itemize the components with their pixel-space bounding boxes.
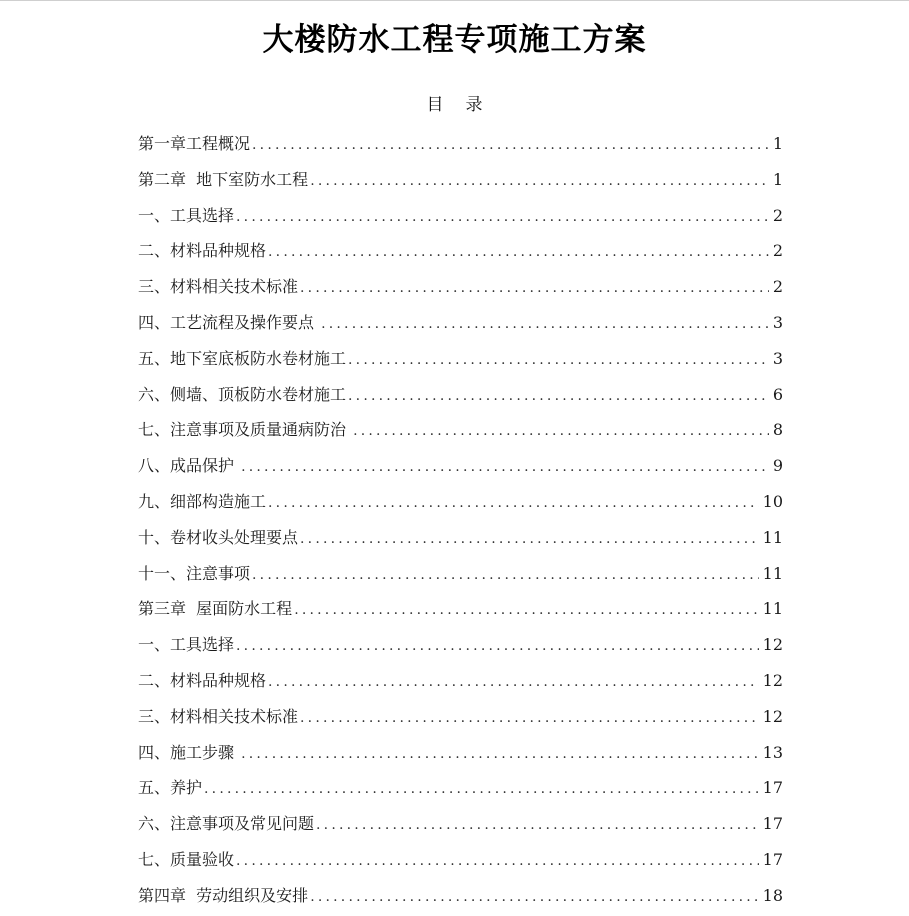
toc-dot-leader <box>236 629 759 665</box>
toc-page-number: 10 <box>762 491 783 511</box>
toc-entry-label: 一、工具选择 <box>138 635 235 655</box>
toc-entry[interactable] <box>138 126 783 162</box>
toc-page-number: 18 <box>762 885 783 905</box>
toc-dot-leader <box>236 200 769 236</box>
toc-entry-label: 六、侧墙、顶板防水卷材施工 <box>138 384 347 404</box>
toc-entry[interactable] <box>138 556 783 592</box>
toc-dot-leader <box>294 593 758 629</box>
toc-entry[interactable] <box>138 448 783 484</box>
toc-entry[interactable] <box>138 770 783 806</box>
toc-entry[interactable] <box>138 341 783 377</box>
toc-dot-leader <box>268 486 759 522</box>
toc-entry-label: 九、细部构造施工 <box>138 491 267 511</box>
toc-entry[interactable] <box>138 198 783 234</box>
toc-dot-leader <box>236 844 759 880</box>
toc-entry[interactable] <box>138 663 783 699</box>
toc-dot-leader <box>252 128 769 164</box>
toc-entry-label: 五、养护 <box>138 778 203 798</box>
toc-entry-label: 三、材料相关技术标准 <box>138 277 299 297</box>
toc-page-number: 17 <box>762 814 783 834</box>
toc-page-number: 8 <box>772 420 783 440</box>
toc-page-number: 9 <box>772 456 783 476</box>
toc-entry[interactable] <box>138 269 783 305</box>
toc-entry[interactable] <box>138 591 783 627</box>
toc-dot-leader <box>300 701 759 737</box>
toc-dot-leader <box>241 737 759 773</box>
toc-entry[interactable] <box>138 233 783 269</box>
toc-entry[interactable] <box>138 305 783 341</box>
toc-page-number: 6 <box>772 384 783 404</box>
toc-entry[interactable] <box>138 735 783 771</box>
toc-page-number: 2 <box>772 277 783 297</box>
toc-entry[interactable] <box>138 162 783 198</box>
toc-page-number: 17 <box>762 778 783 798</box>
toc-entry-label: 第四章 劳动组织及安排 <box>138 885 309 905</box>
toc-page-number: 11 <box>762 563 783 583</box>
toc-page-number: 3 <box>772 348 783 368</box>
toc-entry-label: 一、工具选择 <box>138 205 235 225</box>
toc-dot-leader <box>300 271 769 307</box>
toc-entry-label: 四、施工步骤 <box>138 742 240 762</box>
toc-entry-label: 二、材料品种规格 <box>138 241 267 261</box>
toc-dot-leader <box>321 307 769 343</box>
toc-page-number: 11 <box>762 527 783 547</box>
toc-entry-label: 八、成品保护 <box>138 456 240 476</box>
toc-entry-label: 二、材料品种规格 <box>138 670 267 690</box>
toc-dot-leader <box>204 772 759 808</box>
toc-dot-leader <box>268 235 769 271</box>
toc-dot-leader <box>348 379 769 415</box>
toc-entry-label: 第三章 屋面防水工程 <box>138 599 293 619</box>
toc-entry[interactable] <box>138 412 783 448</box>
toc-entry[interactable] <box>138 878 783 914</box>
toc-page-number: 11 <box>762 599 783 619</box>
toc-page-number: 12 <box>762 706 783 726</box>
toc-page-number: 3 <box>772 312 783 332</box>
toc-dot-leader <box>241 450 769 486</box>
toc-entry-label: 六、注意事项及常见问题 <box>138 814 315 834</box>
toc-entry-label: 三、材料相关技术标准 <box>138 706 299 726</box>
toc-dot-leader <box>300 522 759 558</box>
toc-entry-label: 七、质量验收 <box>138 849 235 869</box>
toc-dot-leader <box>268 665 759 701</box>
toc-page-number: 13 <box>762 742 783 762</box>
toc-dot-leader <box>310 880 758 916</box>
toc-dot-leader <box>353 414 769 450</box>
toc-entry[interactable] <box>138 842 783 878</box>
toc-entry-label: 七、注意事项及质量通病防治 <box>138 420 352 440</box>
toc-heading: 目录 <box>426 95 505 115</box>
toc-entry-label: 五、地下室底板防水卷材施工 <box>138 348 347 368</box>
toc-page-number: 12 <box>762 670 783 690</box>
page-top-rule <box>0 0 909 1</box>
toc-entry-label: 十、卷材收头处理要点 <box>138 527 299 547</box>
toc-dot-leader <box>316 808 759 844</box>
toc-page-number: 1 <box>772 134 783 153</box>
table-of-contents <box>138 126 783 914</box>
toc-entry[interactable] <box>138 806 783 842</box>
toc-entry-label: 第一章工程概况 <box>138 134 251 153</box>
toc-entry[interactable] <box>138 484 783 520</box>
toc-page-number: 12 <box>762 635 783 655</box>
toc-entry[interactable] <box>138 520 783 556</box>
toc-dot-leader <box>348 343 769 379</box>
document-title: 大楼防水工程专项施工方案 <box>262 22 647 58</box>
toc-entry-label: 四、工艺流程及操作要点 <box>138 312 320 332</box>
toc-dot-leader <box>252 558 759 594</box>
toc-dot-leader <box>310 164 769 200</box>
toc-entry[interactable] <box>138 699 783 735</box>
toc-entry[interactable] <box>138 377 783 413</box>
toc-page-number: 17 <box>762 849 783 869</box>
toc-entry-label: 第二章 地下室防水工程 <box>138 169 309 189</box>
toc-entry-label: 十一、注意事项 <box>138 563 251 583</box>
toc-entry[interactable] <box>138 627 783 663</box>
toc-page-number: 2 <box>772 241 783 261</box>
toc-page-number: 1 <box>772 169 783 189</box>
toc-page-number: 2 <box>772 205 783 225</box>
